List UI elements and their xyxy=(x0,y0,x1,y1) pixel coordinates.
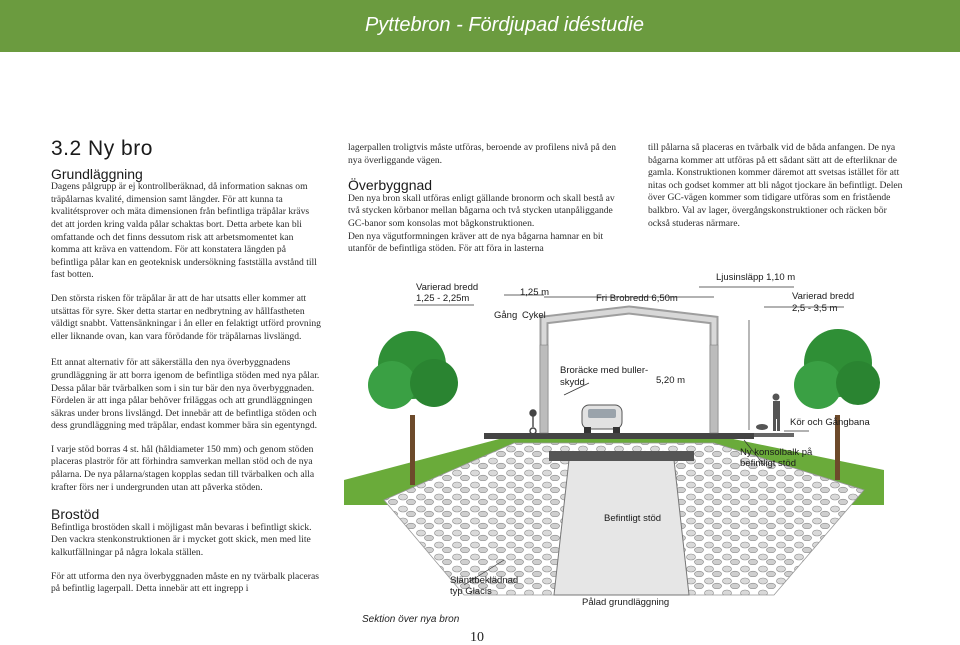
right-column xyxy=(648,142,910,241)
overbyggnad-heading: Överbyggnad xyxy=(348,177,433,194)
paragraph: I varje stöd borras 4 st. hål (håldiameter 150 mm) och genom stöden placeras plaströr för att förhindra samverkan mellan stöd och de nya pålarna. De nya pålarna/stagen kopplas sedan till tvärbalken och alla krafter förs ner i undergrunden utan att påverka stöden. xyxy=(51,443,315,493)
existing-pier xyxy=(554,460,689,595)
callout-label: typ Glacis xyxy=(450,586,492,597)
middle-column xyxy=(348,142,620,267)
noise-barrier-right xyxy=(710,345,718,433)
paragraph: Ett annat alternativ för att säkerställa den nya överbyggnadens grundläggning är att borra igenom de befintliga stöden med nya pålar. Dessa pålar bär tvärbalken som i sin tur bär den nya överbyggnaden. Fördelen är att inga pålar behöver friläggas och att grundläggningen säkras under brons livslängd. Det innebär att de befintliga stöden och dess grundläggning med träpålar, endast kommer bära sin egentyngd. xyxy=(51,357,320,432)
paragraph: För att utforma den nya överbyggnaden måste en ny tvärbalk placeras på befintlig lagerpall. Detta innebär att ett ingrepp i xyxy=(51,570,319,595)
dim-label: Varierad bredd xyxy=(416,282,479,293)
page-number: 10 xyxy=(470,630,484,645)
paragraph: lagerpallen troligtvis måste utföras, beroende av profilens nivå på den nya överliggande vägen. xyxy=(348,142,617,166)
callout-label: Pålad grundläggning xyxy=(582,597,670,608)
grundlaggning-heading: Grundläggning xyxy=(51,165,143,182)
dim-label: Cykel xyxy=(522,310,546,321)
cantilever-beam xyxy=(754,433,794,437)
pedestrian-figure xyxy=(756,394,780,432)
figure-caption: Sektion över nya bron xyxy=(362,614,460,625)
dim-label: 5,20 m xyxy=(656,375,686,386)
paragraph: till pålarna så placeras en tvärbalk vid de båda anfangen. De nya bågarna kommer att utföras på ett sådant sätt att de efterliknar de gamla. Konstruktionen kommer däremot att svetsas istället för att nitas och godset kommer att bli något tjockare än befintligt. Delen över GC-vägen kommer som tidigare utföras som en fristående balkbro. Val av lager, övergångskonstruktioner och räcken bör också studeras närmare. xyxy=(648,142,903,229)
paragraph: Befintliga brostöden skall i möjligast mån bevaras i befintligt skick. Den vackra stenkonstruktionen är i mycket gott skick, men med lite kalkutfällningar på några lokala ställen. xyxy=(51,521,312,559)
paragraph: Den nya vägutformningen kräver att de nya bågarna hamnar en bit utanför de befintliga stöden. För att föra in lasterna xyxy=(348,230,604,255)
bridge-deck xyxy=(484,433,754,439)
callout-label: befintligt stöd xyxy=(740,458,796,469)
dim-label: Ljusinsläpp 1,10 m xyxy=(716,272,796,283)
callout-label: Broräcke med buller- xyxy=(560,365,649,376)
section-heading: 3.2 Ny bro xyxy=(51,137,153,160)
left-column xyxy=(51,137,323,607)
dim-label: Gång xyxy=(494,310,518,321)
callout-label: Kör och Gångbana xyxy=(790,417,870,428)
dim-label: 1,25 - 2,25m xyxy=(416,293,470,304)
bridge-section-drawing xyxy=(344,265,884,630)
dim-label: Fri Brobredd 6,50m xyxy=(596,293,678,304)
paragraph: Den nya bron skall utföras enligt gällande bronorm och skall bestå av två stycken körbanor mellan bågarna och två stycken utanpåliggande GC-banor som konsolas mot bågkonstruktionen. xyxy=(348,192,615,229)
callout-label: Slänttbeklädnad xyxy=(450,575,519,586)
paragraph: Den största risken för träpålar är att de har utsatts eller kommer att utsättas för syre. Sker detta startar en nedbrytning av hållfastheten väldigt snabbt. Vattensänkningar i ån eller en felaktigt utförd provning eller liknande ovan, kan vara förödande för träpålarnas livslängd. xyxy=(51,292,321,342)
callout-label: Ny konsolbalk på xyxy=(740,447,813,458)
brostod-heading: Brostöd xyxy=(51,506,100,523)
dim-label: 2,5 - 3,5 m xyxy=(792,303,838,314)
paragraph: Dagens pålgrupp är ej kontrollberäknad, då information saknas om träpålarnas kvalité, dimension samt längder. För att kunna ta kvalitétsprover och mäta dimensionen från befintliga träpålar krävs det att jorden kring valda pålar schaktas bort. Detta arbete kan bli omfattande och det finns dessutom risk att arbetsmomentet kan komma att kräva en vattendom. För att konstatera längden på befintliga pålar kan en geoteknisk undersökning fastställa avstånd till fast botten. xyxy=(51,181,317,281)
car-figure xyxy=(582,405,622,433)
header-bar xyxy=(0,0,960,52)
cross-beam xyxy=(549,451,694,461)
callout-label: Befintligt stöd xyxy=(604,513,662,524)
dim-label: Varierad bredd xyxy=(792,291,855,302)
noise-barrier-left xyxy=(540,345,548,433)
callout-label: skydd xyxy=(560,377,585,388)
cyclist-figure xyxy=(530,410,536,434)
dim-label: 1,25 m xyxy=(520,287,550,298)
document-title: Pyttebron - Fördjupad idéstudie xyxy=(364,14,644,36)
